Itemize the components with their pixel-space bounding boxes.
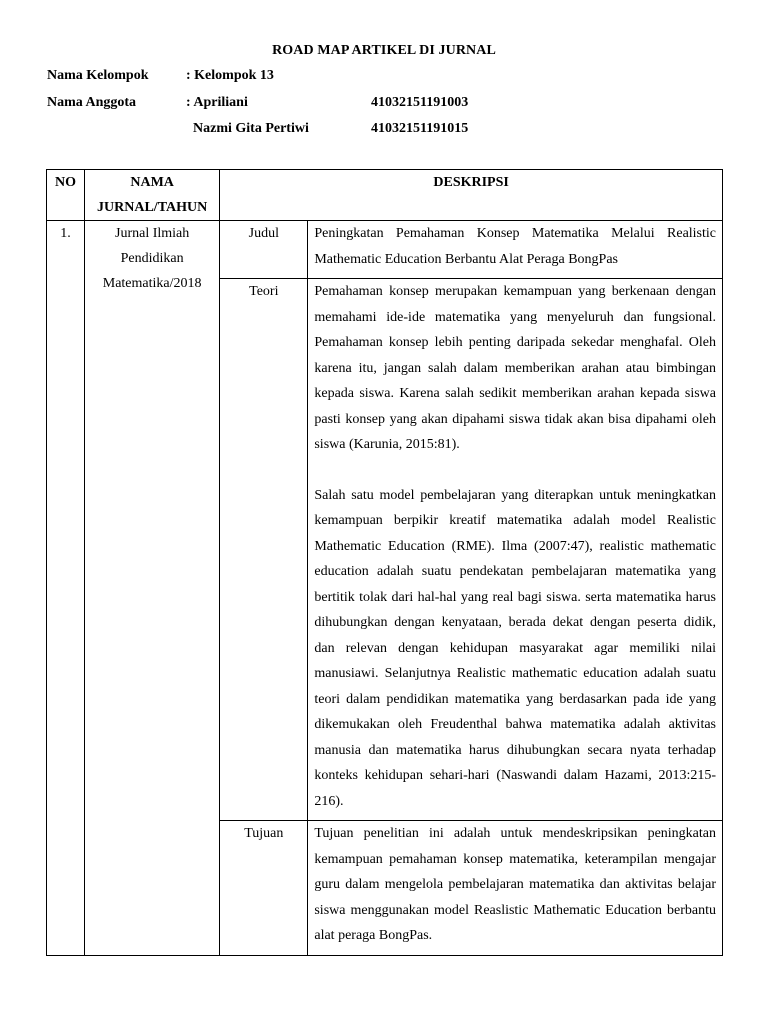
judul-text: Peningkatan Pemahaman Konsep Matematika Melalui Realistic Mathematic Education Berbantu Alat Peraga BongPas — [314, 226, 716, 267]
table-row — [47, 221, 723, 279]
kelompok-value: : Kelompok 13 — [186, 68, 274, 83]
desc-tujuan — [308, 821, 723, 956]
header-no: NO — [47, 170, 85, 221]
kelompok-label: Nama Kelompok — [47, 68, 149, 83]
anggota-label: Nama Anggota — [47, 95, 137, 110]
anggota-name-1: : Apriliani — [186, 95, 248, 110]
roadmap-table — [46, 169, 723, 956]
document-title: ROAD MAP ARTIKEL DI JURNAL — [272, 43, 496, 58]
anggota-nim-1: 41032151191003 — [371, 95, 469, 110]
label-judul: Judul — [220, 221, 308, 279]
anggota-nim-2: 41032151191015 — [371, 121, 469, 136]
jurnal-line3: Matematika/2018 — [102, 276, 202, 291]
teori-paragraph-1: Pemahaman konsep merupakan kemampuan yang berkenaan dengan memahami ide-ide matematika yang menyeluruh dan fungsional. Pemahaman konsep lebih penting daripada sekedar menghafal. Oleh karena itu, jangan salah dalam memberikan arahan atau bimbingan kepada siswa. Karena salah sedikit memberikan arahan kepada siswa pasti konsep yang akan dipahami siswa tidak akan bisa dipahami oleh siswa (Karunia, 2015:81). — [314, 284, 716, 452]
tujuan-text: Tujuan penelitian ini adalah untuk mendeskripsikan peningkatan kemampuan pemahaman konsep matematika, keterampilan mengajar guru dalam mengelola pembelajaran matematika dan aktivitas belajar siswa menggunakan model Reaslistic Mathematic Education berbantu alat peraga BongPas. — [314, 826, 716, 943]
header-deskripsi: DESKRIPSI — [220, 170, 723, 221]
header-nama-line2: JURNAL/TAHUN — [97, 200, 208, 215]
desc-teori — [308, 279, 723, 821]
header-nama-jurnal — [85, 170, 220, 221]
row-no: 1. — [47, 221, 85, 956]
label-tujuan: Tujuan — [220, 821, 308, 956]
desc-judul — [308, 221, 723, 279]
table-header-row — [47, 170, 723, 221]
row-jurnal — [85, 221, 220, 956]
jurnal-line2: Pendidikan — [120, 251, 184, 266]
teori-paragraph-2: Salah satu model pembelajaran yang diterapkan untuk meningkatkan kemampuan berpikir kreatif matematika adalah model Realistic Mathematic Education (RME). Ilma (2007:47), realistic mathematic education adalah suatu pendekatan pembelajaran matematika yang bertitik tolak dari hal-hal yang real bagi siswa. serta matematika harus dihubungkan dengan kenyataan, berada dekat dengan peserta didik, dan relevan dengan kehidupan masyarakat agar memiliki nilai manusiawi. Selanjutnya Realistic mathematic education adalah suatu teori dalam pendidikan matematika yang berdasarkan pada ide yang dikemukakan oleh Freudenthal bahwa matematika adalah aktivitas manusia dan matematika harus dihubungkan secara nyata terhadap konteks kehidupan sehari-hari (Naswandi dalam Hazami, 2013:215-216). — [314, 487, 716, 809]
jurnal-line1: Jurnal Ilmiah — [115, 226, 190, 241]
label-teori: Teori — [220, 279, 308, 821]
header-nama-line1: NAMA — [130, 175, 174, 190]
anggota-name-2: Nazmi Gita Pertiwi — [193, 121, 309, 136]
